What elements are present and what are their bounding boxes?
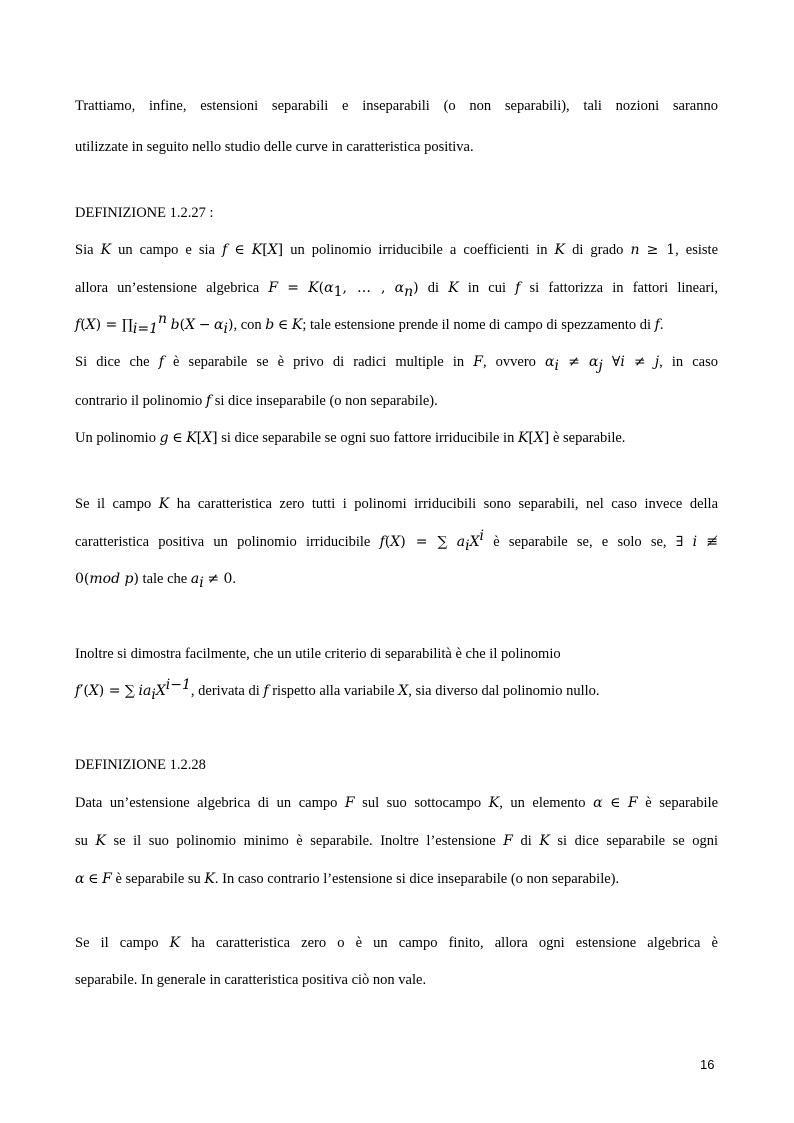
crit-line-2: f′(X) = ∑ $ia_iX^{i-1}$, derivata di f rispetto alla variabile X, sia diverso dal polinomio nullo. bbox=[75, 677, 600, 703]
def2-line-3: α ∈ F è separabile su K. In caso contrario l’estensione si dice inseparabile (o non separabile). bbox=[75, 871, 620, 887]
char-line-1: Se il campo K ha caratteristica zero tutti i polinomi irriducibili sono separabili, nel caso invece della bbox=[75, 496, 719, 512]
def2-line-2: su K se il suo polinomio minimo è separabile. Inoltre l’estensione F di K si dice separabile se ogni bbox=[75, 833, 719, 849]
crit-line-1: Inoltre si dimostra facilmente, che un utile criterio di separabilità è che il polinomio bbox=[75, 646, 561, 662]
char-line-3: 0(mod p) tale che $a_i \ne 0$. bbox=[75, 571, 237, 591]
definition-heading-1: DEFINIZIONE 1.2.27 : bbox=[75, 205, 214, 221]
intro-line-2: utilizzate in seguito nello studio delle curve in caratteristica positiva. bbox=[75, 139, 474, 155]
finite-line-1: Se il campo K ha caratteristica zero o è un campo finito, allora ogni estensione algebrica è bbox=[75, 935, 718, 951]
def2-line-1: Data un’estensione algebrica di un campo F sul suo sottocampo K, un elemento α ∈ F è separabile bbox=[75, 795, 719, 811]
definition-heading-2: DEFINIZIONE 1.2.28 bbox=[75, 757, 206, 773]
page-number: 16 bbox=[700, 1057, 715, 1072]
def1-line-4: Si dice che f è separabile se è privo di radici multiple in F, ovvero $\alpha_i \ne \alpha_j$ ∀i ≠ j, in caso bbox=[75, 354, 718, 374]
def1-line-6: Un polinomio g ∈ K[X] si dice separabile se ogni suo fattore irriducibile in K[X] è separabile. bbox=[75, 430, 626, 446]
finite-line-2: separabile. In generale in caratteristica positiva ciò non vale. bbox=[75, 972, 427, 988]
def1-line-2: allora un’estensione algebrica $F = K(\alpha_1$, … , $\alpha_n$) di K in cui f si fattorizza in fattori lineari, bbox=[75, 280, 718, 300]
def1-line-5: contrario il polinomio f si dice inseparabile (o non separabile). bbox=[75, 393, 438, 409]
def1-line-3: $f(X) = \prod_{i=1}^n$ $b(X - \alpha_i)$, con b ∈ K; tale estensione prende il nome di campo di spezzamento di f. bbox=[75, 311, 664, 337]
def1-line-1: Sia K un campo e sia f ∈ K[X] un polinomio irriducibile a coefficienti in K di grado n ≥ 1, esiste bbox=[75, 242, 719, 258]
char-line-2: caratteristica positiva un polinomio irriducibile f(X) = ∑ $a_iX^i$ è separabile se, e solo se, ∃ i ≢ bbox=[75, 528, 719, 554]
intro-line-1: Trattiamo, infine, estensioni separabili e inseparabili (o non separabili), tali nozioni saranno bbox=[75, 98, 718, 114]
